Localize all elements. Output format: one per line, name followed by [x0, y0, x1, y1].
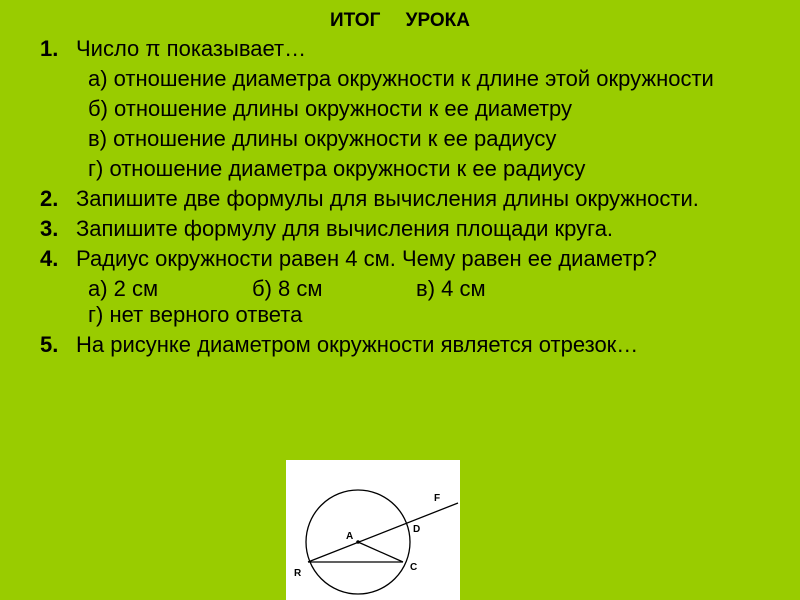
label-d: D	[413, 524, 421, 535]
question-text: Число π показывает…	[76, 36, 307, 61]
label-f: F	[434, 493, 441, 504]
answer-d: г) нет верного ответа	[88, 302, 303, 327]
circle-diagram-svg	[286, 460, 460, 600]
label-r: R	[294, 568, 302, 579]
answer-options	[40, 276, 760, 328]
segment-ac	[358, 542, 403, 562]
question-4	[40, 246, 760, 272]
question-number: 3.	[40, 216, 59, 241]
label-c: C	[410, 562, 418, 573]
question-text: На рисунке диаметром окружности является отрезок…	[76, 332, 639, 357]
question-2	[40, 186, 760, 212]
question-text: Радиус окружности равен 4 см. Чему равен ее диаметр?	[76, 246, 657, 271]
question-3	[40, 216, 760, 242]
option-d: г) отношение диаметра окружности к ее радиусу	[88, 156, 586, 181]
question-number: 2.	[40, 186, 59, 211]
question-5	[40, 332, 760, 358]
option-c: в) отношение длины окружности к ее радиусу	[88, 126, 557, 151]
question-1	[40, 36, 760, 62]
label-a: A	[346, 531, 354, 542]
center-point	[356, 540, 360, 544]
question-number: 5.	[40, 332, 59, 357]
question-number: 4.	[40, 246, 59, 271]
answer-b: б) 8 см	[252, 276, 323, 301]
option-a: а) отношение диаметра окружности к длине этой окружности	[88, 66, 714, 91]
question-number: 1.	[40, 36, 59, 61]
page-title: ИТОГ УРОКА	[330, 10, 470, 31]
question-text: Запишите формулу для вычисления площади круга.	[76, 216, 614, 241]
option-b: б) отношение длины окружности к ее диаметру	[88, 96, 573, 121]
question-list	[40, 36, 760, 362]
answer-a: а) 2 см	[88, 276, 159, 301]
circle-diagram	[286, 460, 460, 600]
answer-c: в) 4 см	[416, 276, 486, 301]
question-text: Запишите две формулы для вычисления длины окружности.	[76, 186, 699, 211]
